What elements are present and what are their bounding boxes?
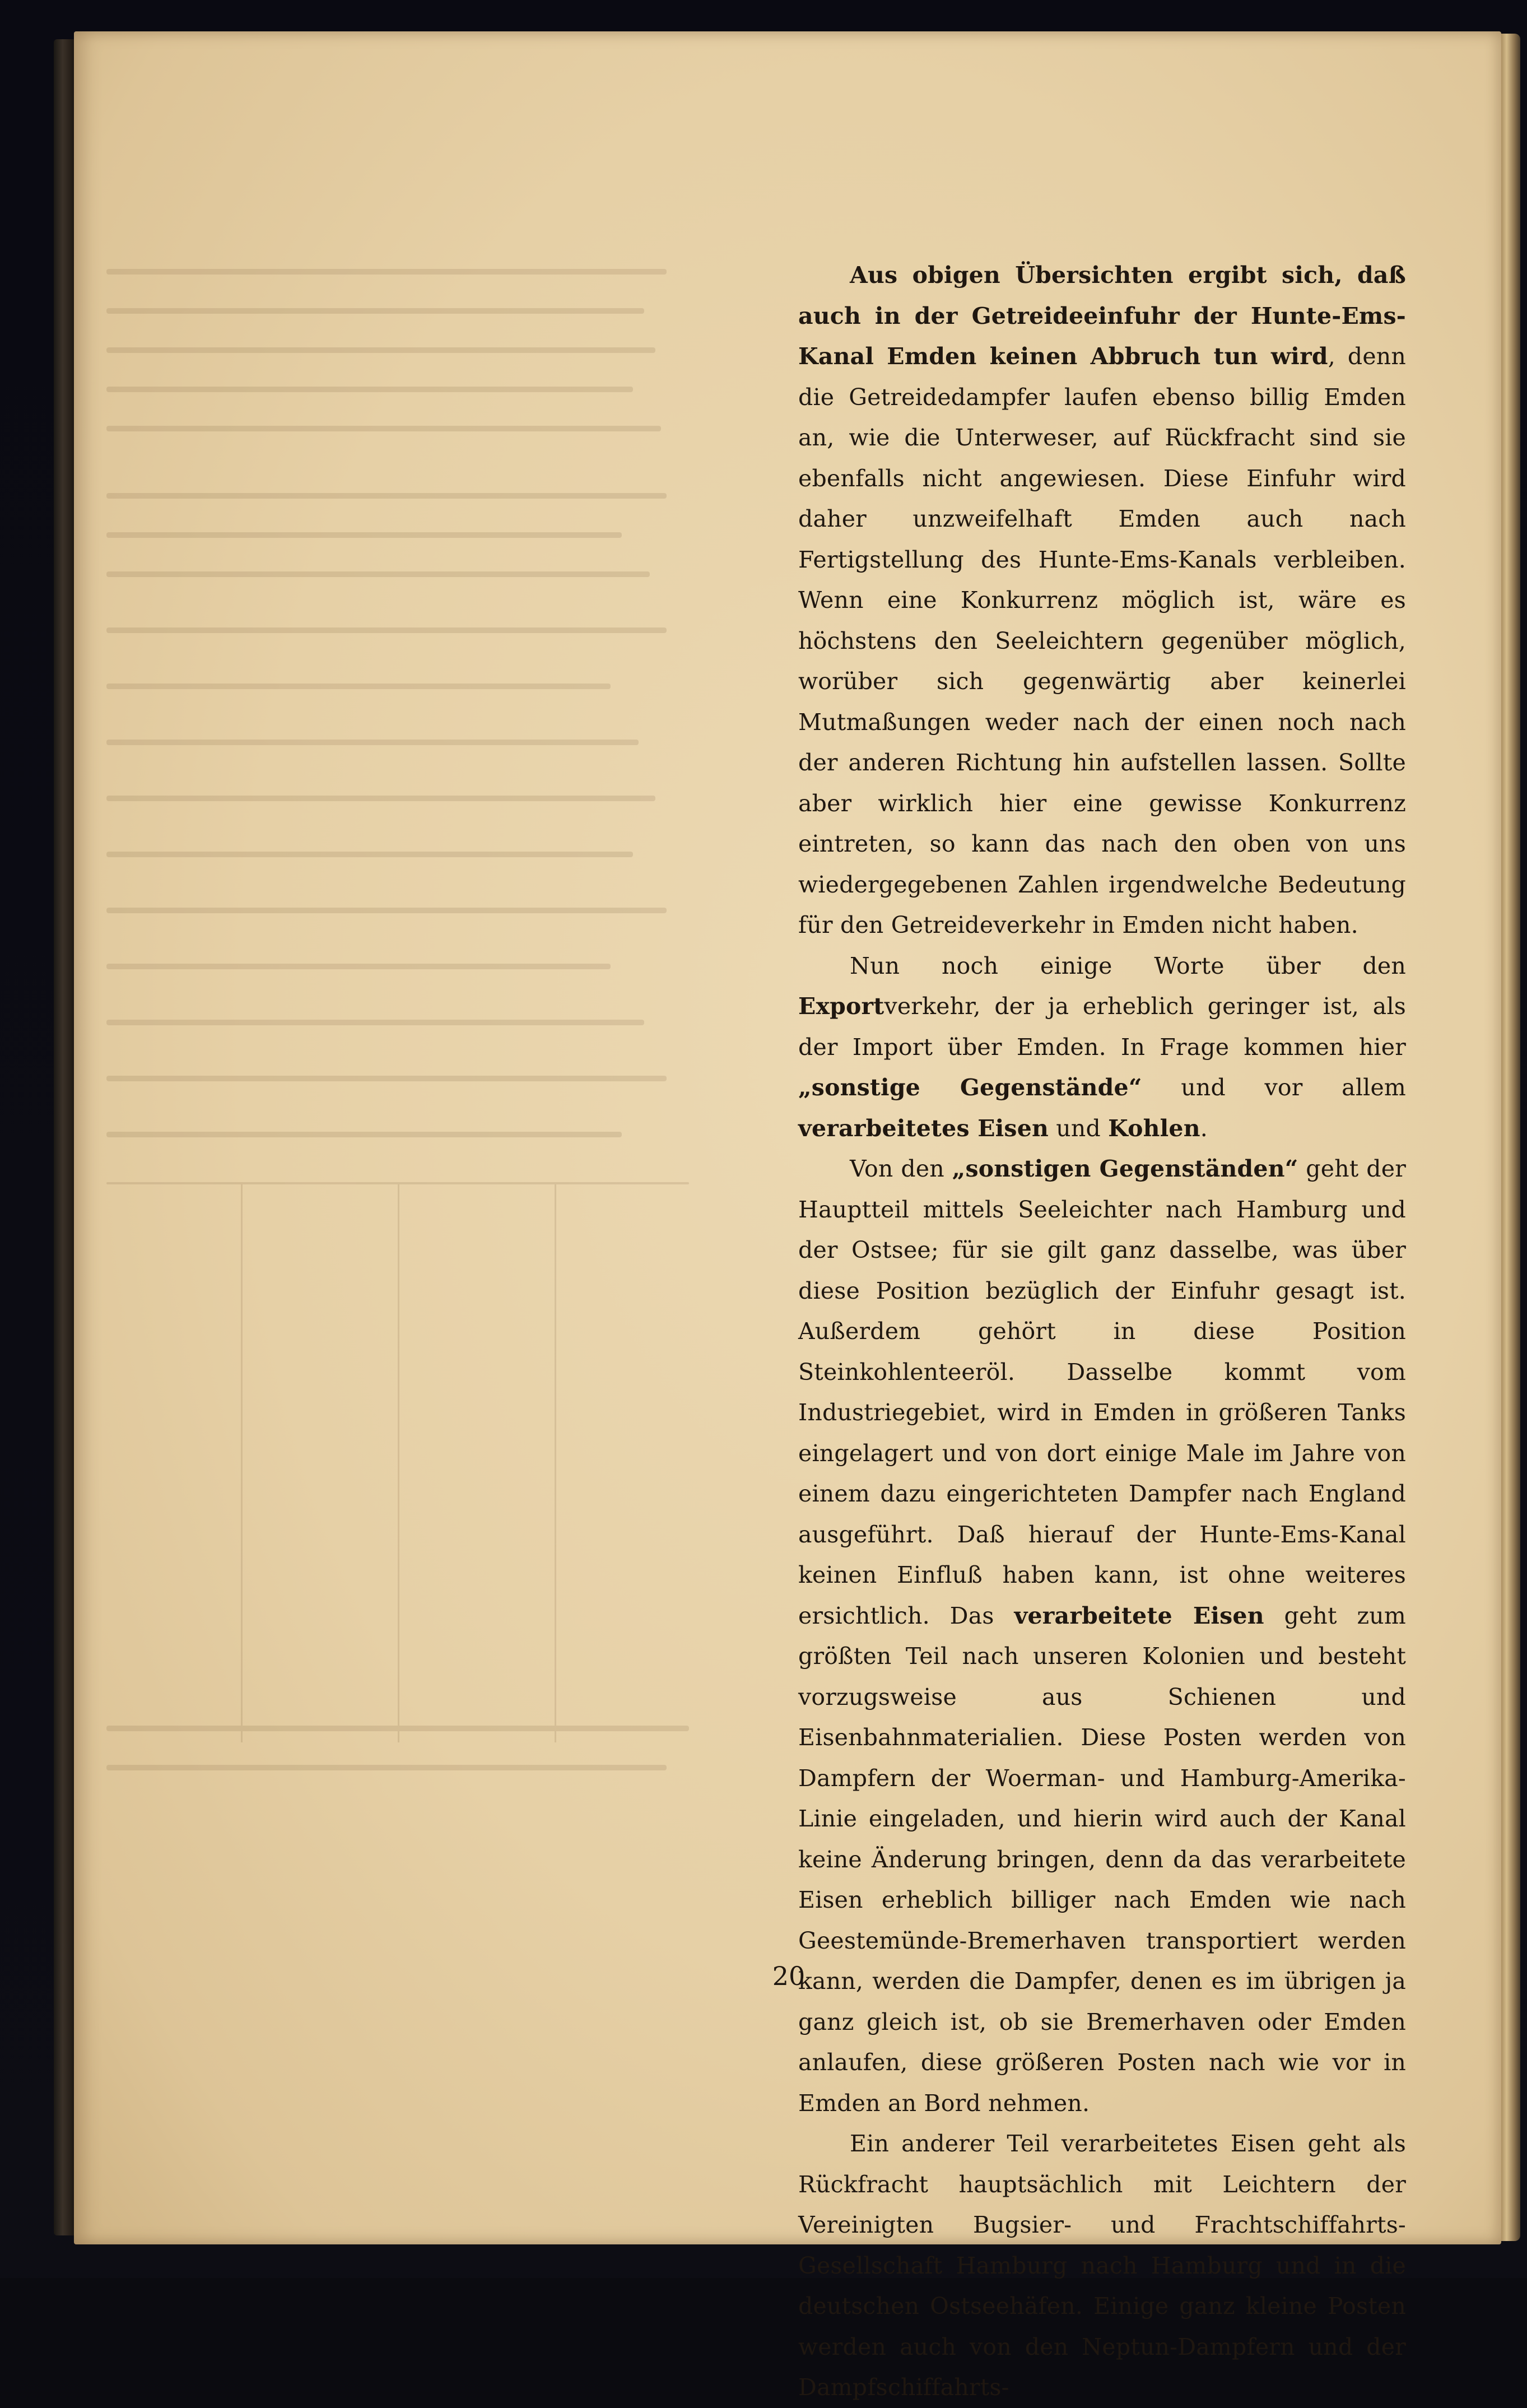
text-run: und vor allem: [1142, 1074, 1406, 1101]
paragraph: [798, 2123, 1406, 2408]
emphasized-text: Export: [798, 993, 884, 1020]
emphasized-text: „sonstige Gegenstände“: [798, 1074, 1142, 1101]
book-binding: [54, 39, 76, 2235]
emphasized-text: Aus obigen Übersichten ergibt sich, daß auch in der Getreideeinfuhr der Hunte-Ems-Kanal Emden keinen Abbruch tun wird: [798, 262, 1406, 370]
emphasized-text: verarbeitete Eisen: [1014, 1602, 1264, 1629]
bleed-through-table: [106, 258, 734, 1882]
body-text: [798, 255, 1406, 2408]
paragraph: [798, 1149, 1406, 2123]
paragraph: [798, 255, 1406, 946]
paragraph: [798, 946, 1406, 1149]
text-run: und: [1049, 1114, 1109, 1142]
emphasized-text: Kohlen: [1108, 1114, 1200, 1142]
text-run: .: [1200, 1114, 1208, 1142]
text-run: , denn die Getreidedampfer laufen ebenso billig Emden an, wie die Unterweser, auf Rückfracht sind sie ebenfalls nicht angewiesen. Diese Einfuhr wird daher unzweifelhaft Emden auch nach Fertigstellung des Hunte-Ems-Kanals verbleiben. Wenn eine Konkurrenz möglich ist, wäre es höchstens den Seeleichtern gegenüber möglich, worüber sich gegenwärtig aber keinerlei Mutmaßungen weder nach der einen noch nach der anderen Richtung hin aufstellen lassen. Sollte aber wirklich hier eine gewisse Konkurrenz eintreten, so kann das nach den oben von uns wiedergegebenen Zahlen irgendwelche Bedeutung für den Getreideverkehr in Emden nicht haben.: [798, 343, 1407, 938]
text-run: Ein anderer Teil verarbeitetes Eisen geht als Rückfracht hauptsächlich mit Leichtern der Vereinigten Bugsier- und Frachtschiffahrts-Gesellschaft Hamburg nach Hamburg und in die deutschen Ostseehäfen. Einige ganz kleine Posten werden auch von den Neptun-Dampfern und der Dampfschiffahrts-: [798, 2130, 1406, 2401]
emphasized-text: „sonstigen Gegenständen“: [952, 1155, 1298, 1182]
text-run: verkehr, der ja erheblich geringer ist, als der Import über Emden. In Frage kommen hier: [798, 993, 1406, 1061]
text-run: Von den: [850, 1155, 952, 1182]
emphasized-text: verarbeitetes Eisen: [798, 1114, 1049, 1142]
text-run: geht zum größten Teil nach unseren Kolonien und besteht vorzugsweise aus Schienen und Eisenbahnmaterialien. Diese Posten werden von Dampfern der Woerman- und Hamburg-Amerika-Linie eingeladen, und hierin wird auch der Kanal keine Änderung bringen, denn da das verarbeitete Eisen erheblich billiger nach Emden wie nach Geestemünde-Bremerhaven transportiert werden kann, werden die Dampfer, denen es im übrigen ja ganz gleich ist, ob sie Bremerhaven oder Emden anlaufen, diese größeren Posten nach wie vor in Emden an Bord nehmen.: [798, 1602, 1406, 2117]
page-number: 20: [772, 1961, 806, 1991]
text-run: geht der Hauptteil mittels Seeleichter nach Hamburg und der Ostsee; für sie gilt ganz dasselbe, was über diese Position bezüglich der Einfuhr gesagt ist. Außerdem gehört in diese Position Steinkohlenteeröl. Dasselbe kommt vom Industriegebiet, wird in Emden in größeren Tanks eingelagert und von dort einige Male im Jahre von einem dazu eingerichteten Dampfer nach England ausgeführt. Daß hierauf der Hunte-Ems-Kanal keinen Einfluß haben kann, ist ohne weiteres ersichtlich. Das: [798, 1155, 1406, 1629]
text-run: Nun noch einige Worte über den: [850, 952, 1406, 979]
